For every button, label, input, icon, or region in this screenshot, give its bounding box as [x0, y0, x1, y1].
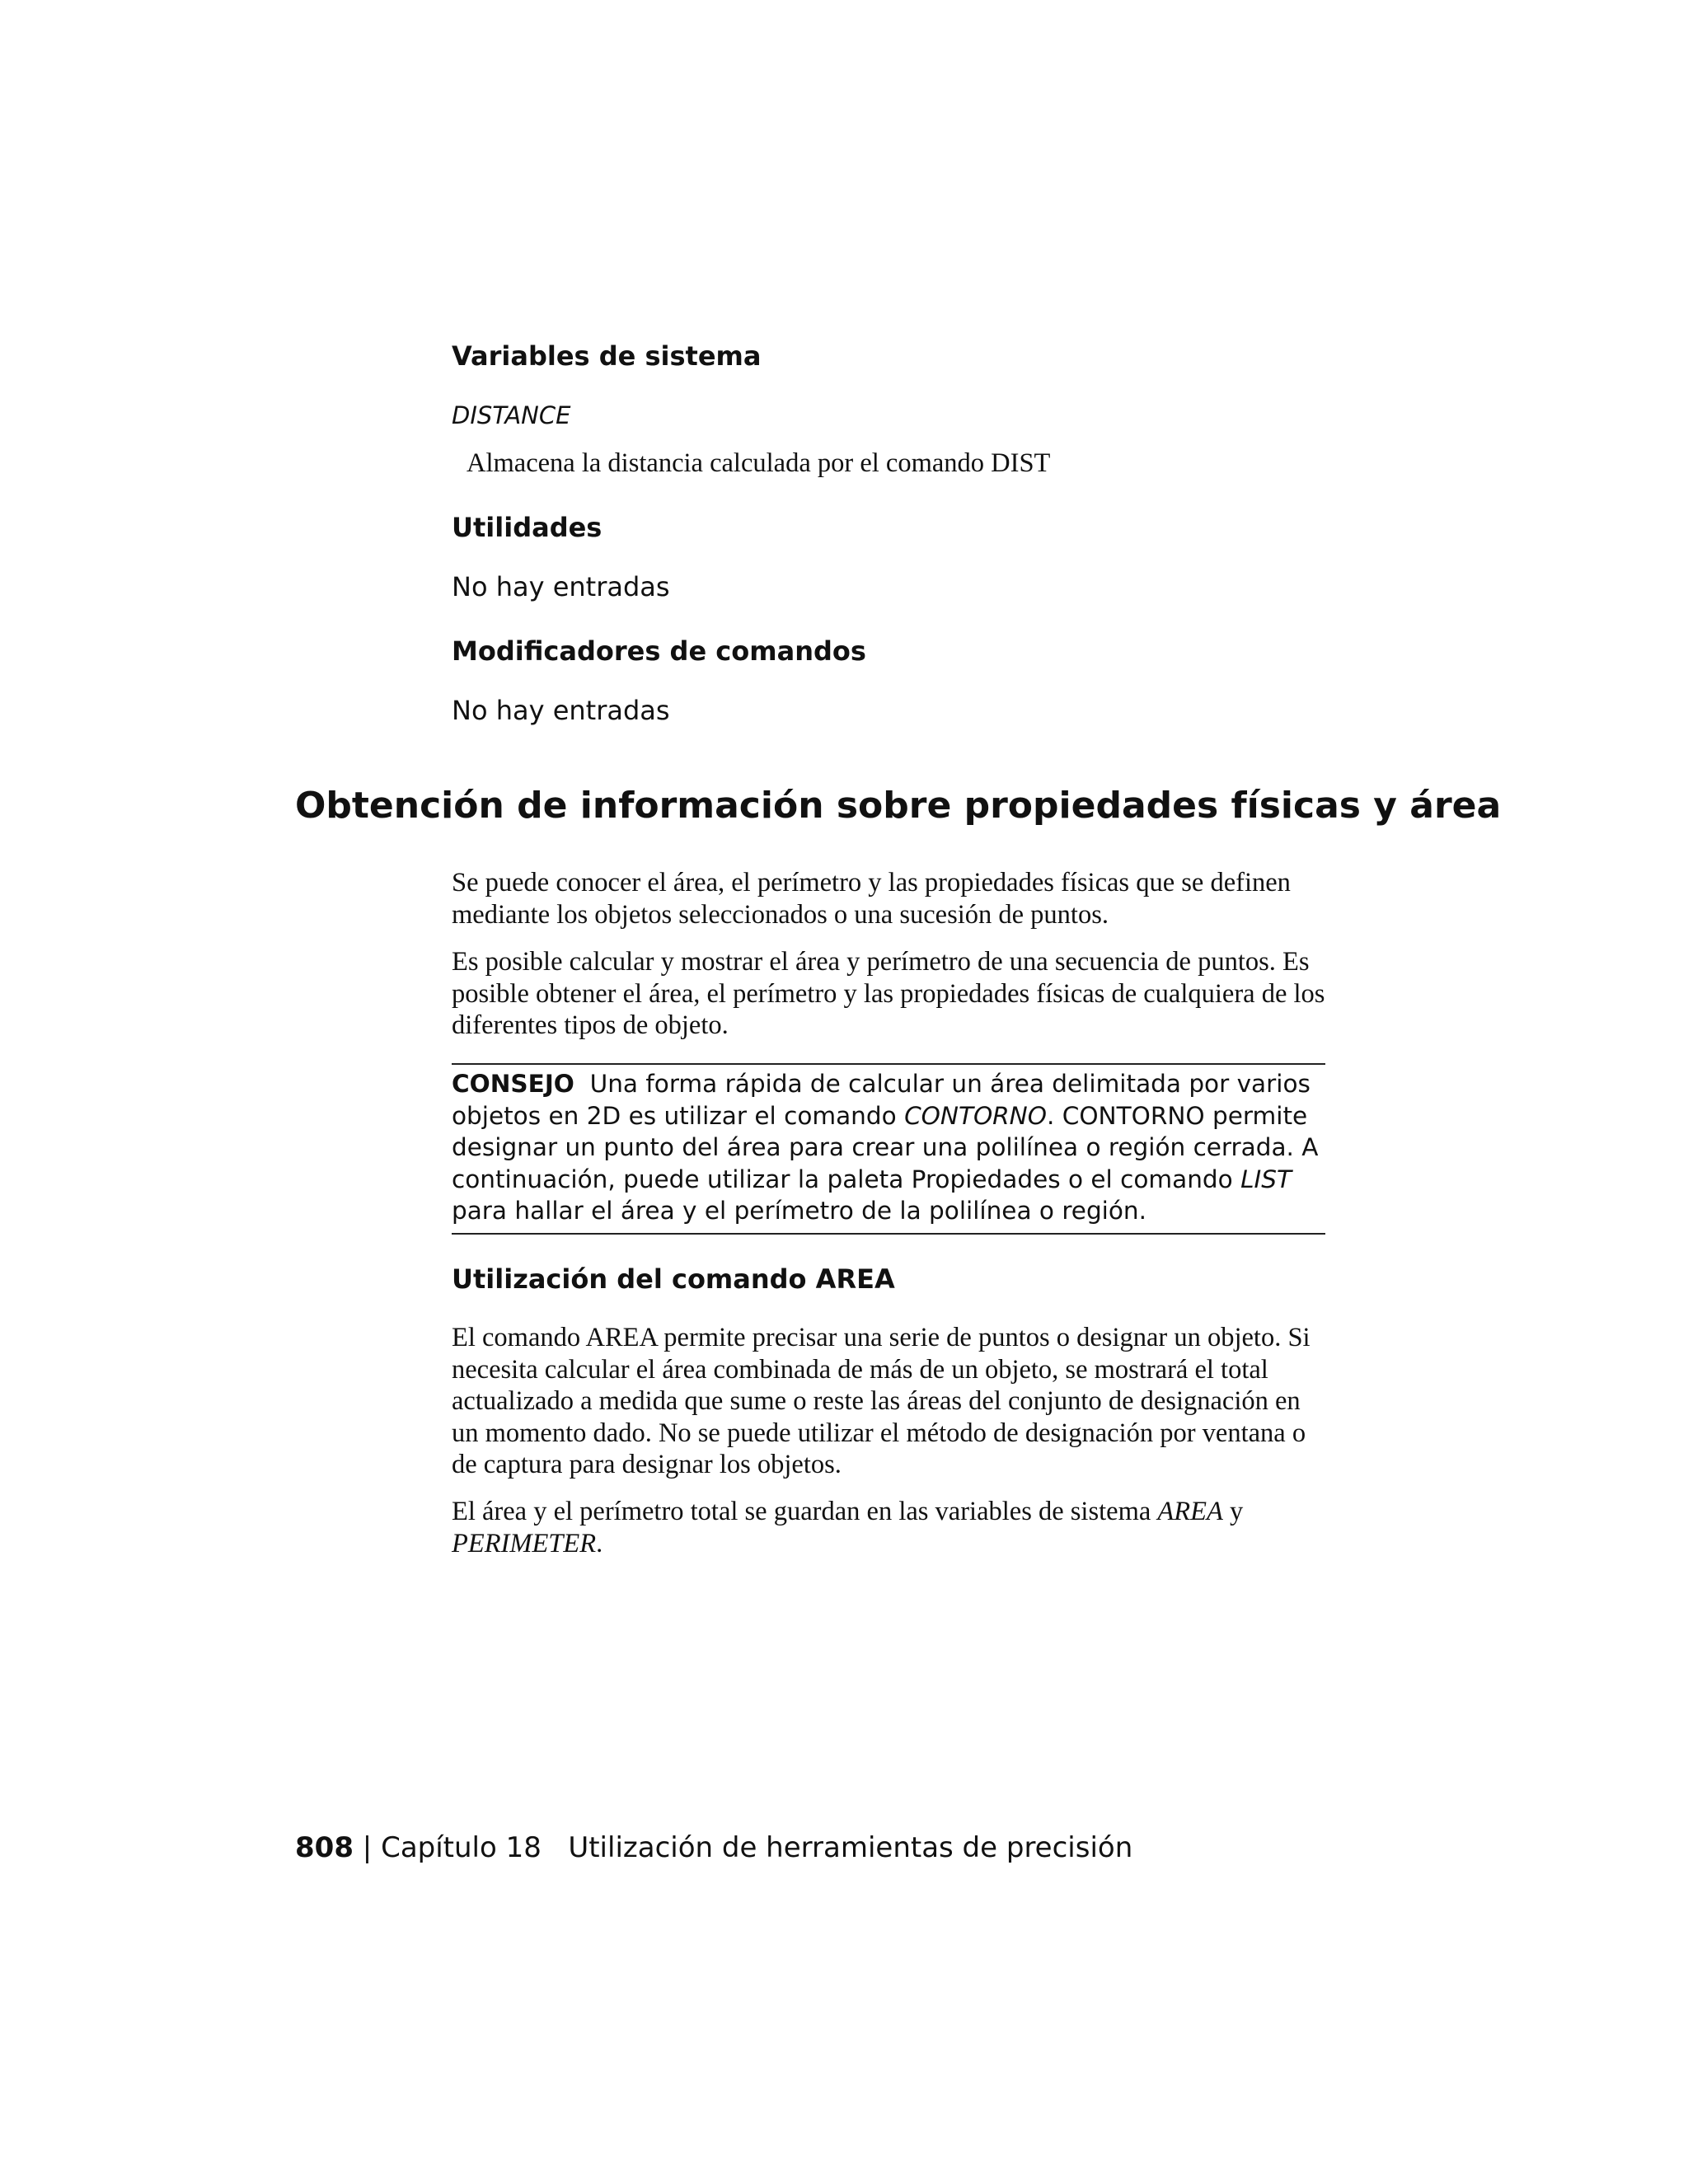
footer-chapter-title: Utilización de herramientas de precisión: [568, 1831, 1133, 1864]
area-para2-text-a: El área y el perímetro total se guardan en las variables de sistema: [452, 1497, 1151, 1526]
system-var-description: Almacena la distancia calculada por el comando DIST: [467, 448, 1051, 478]
tip-top-rule: [452, 1063, 1325, 1065]
tip-command-list: LIST: [1240, 1165, 1292, 1193]
system-var-name: DISTANCE: [452, 401, 571, 429]
area-system-variable: AREA: [1157, 1497, 1223, 1526]
footer-chapter: Capítulo 18: [381, 1831, 542, 1864]
section-title: Obtención de información sobre propiedades físicas y área: [295, 785, 1502, 827]
section-paragraph-1: Se puede conocer el área, el perímetro y las propiedades físicas que se definen mediante los objetos seleccionados o una sucesión de puntos.: [452, 868, 1291, 930]
page-footer: [295, 1830, 1132, 1866]
system-vars-heading: Variables de sistema: [452, 340, 762, 372]
area-command-paragraph-2: [452, 1496, 1325, 1559]
tip-text-b: . CONTORNO permite designar un punto del área para crear una polilínea o región cerrada. A continuación, puede utilizar la paleta Propiedades o el comando: [452, 1101, 1319, 1193]
tip-box: [452, 1068, 1325, 1227]
modifiers-heading: Modificadores de comandos: [452, 635, 866, 667]
section-paragraph-2: Es posible calcular y mostrar el área y perímetro de una secuencia de puntos. Es posible obtener el área, el perímetro y las propiedades físicas de cualquiera de los diferentes tipos de objeto.: [452, 947, 1325, 1040]
tip-label: CONSEJO: [452, 1070, 574, 1098]
tip-command-contorno: CONTORNO: [904, 1101, 1047, 1130]
modifiers-text: No hay entradas: [452, 695, 670, 726]
tip-bottom-rule: [452, 1233, 1325, 1235]
utilities-text: No hay entradas: [452, 571, 670, 602]
area-para2-text-b: y: [1229, 1497, 1244, 1526]
utilities-heading: Utilidades: [452, 512, 603, 543]
tip-text-c: para hallar el área y el perímetro de la polilínea o región.: [452, 1197, 1146, 1225]
area-command-paragraph-1: El comando AREA permite precisar una serie de puntos o designar un objeto. Si necesita calcular el área combinada de más de un objeto, se mostrará el total actualizado a medida que sume o reste las áreas del conjunto de designación en un momento dado. No se puede utilizar el método de designación por ventana o de captura para designar los objetos.: [452, 1323, 1311, 1479]
perimeter-system-variable: PERIMETER: [452, 1528, 597, 1558]
area-command-heading: Utilización del comando AREA: [452, 1263, 895, 1295]
footer-separator: |: [362, 1831, 373, 1864]
tip-text-a: Una forma rápida de calcular un área delimitada por varios objetos en 2D es utilizar el comando: [452, 1070, 1311, 1130]
area-para2-text-c: .: [596, 1528, 603, 1558]
page-number: 808: [295, 1831, 354, 1864]
